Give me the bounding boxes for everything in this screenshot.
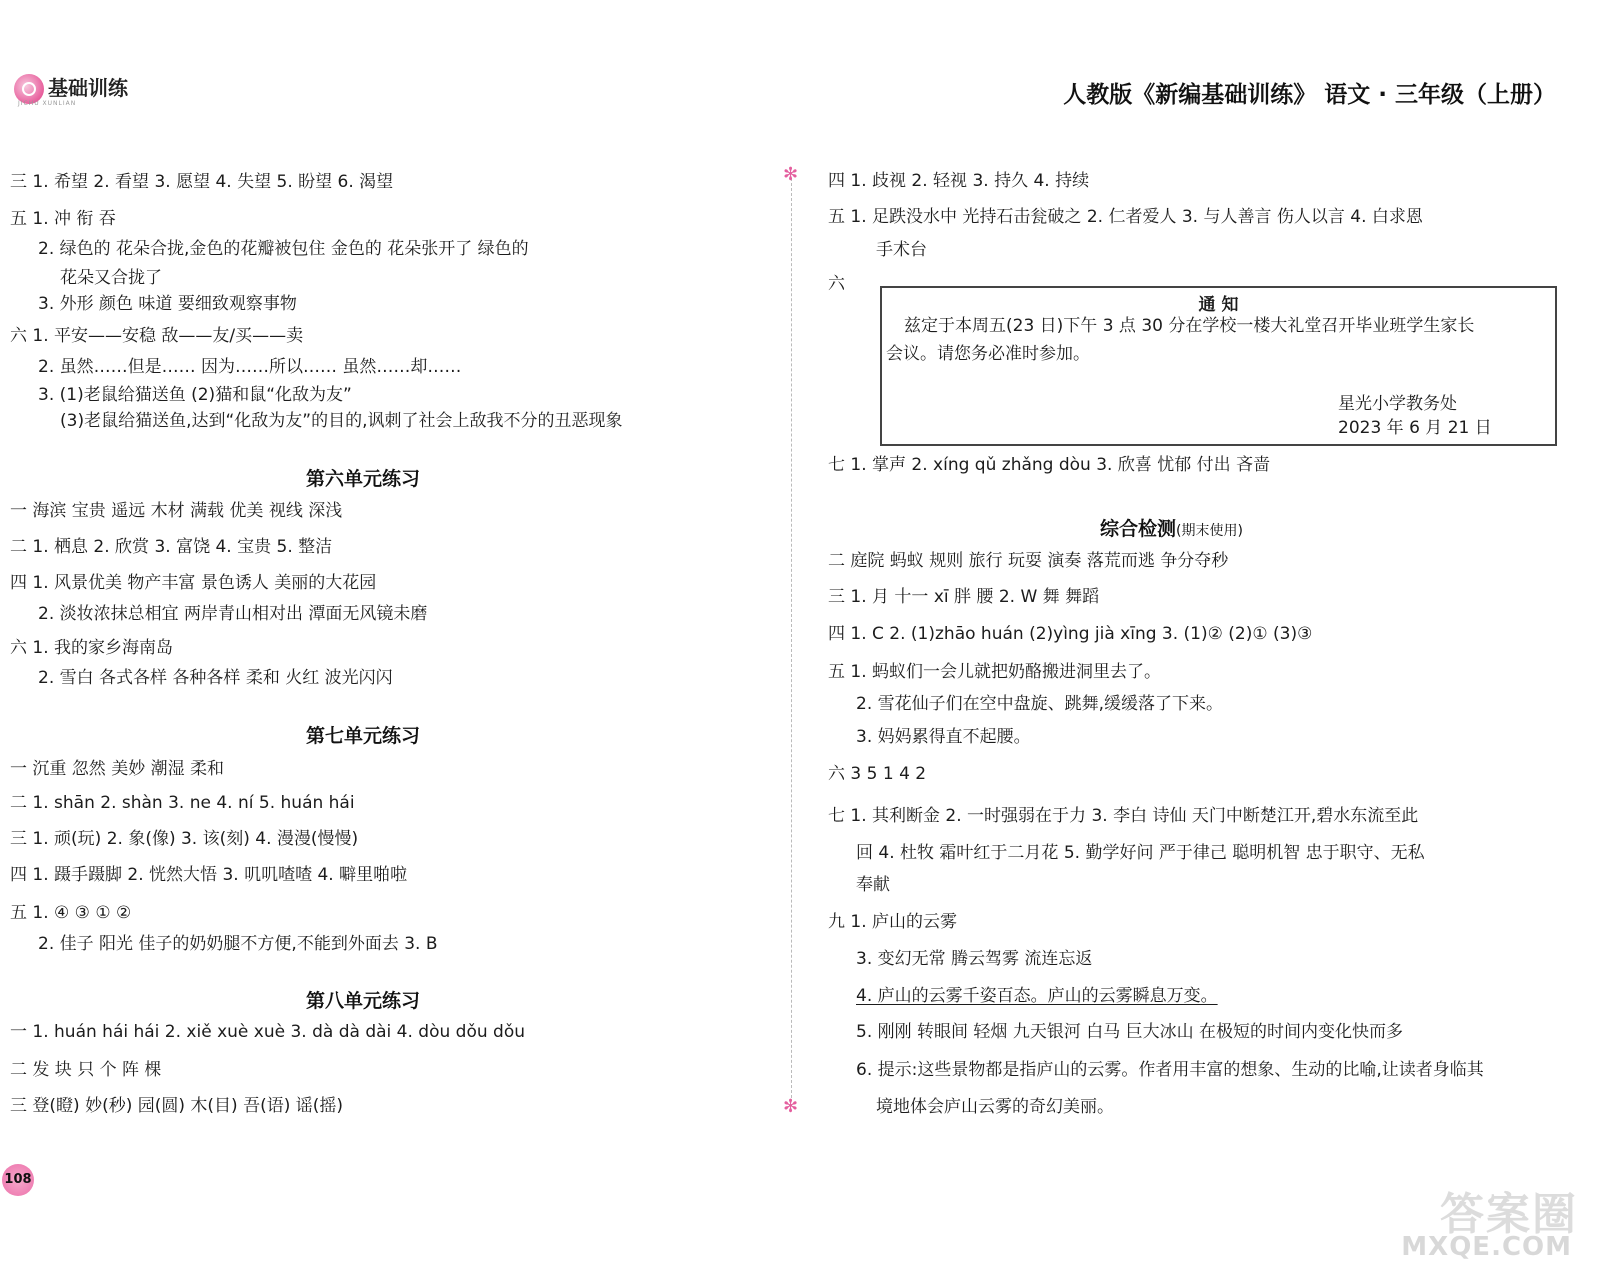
answer-line: 六 1. 平安——安稳 敌——友/买——卖 (10, 326, 304, 346)
answer-line: 三 1. 顽(玩) 2. 象(像) 3. 该(刻) 4. 漫漫(慢慢) (10, 829, 359, 849)
answer-line: (3)老鼠给猫送鱼,达到“化敌为友”的目的,讽刺了社会上敌我不分的丑恶现象 (60, 411, 623, 431)
answer-line: 四 1. 蹑手蹑脚 2. 恍然大悟 3. 叽叽喳喳 4. 噼里啪啦 (10, 865, 408, 885)
answer-line: 五 1. 足跌没水中 光持石击瓮破之 2. 仁者爱人 3. 与人善言 伤人以言 4. 白求恩 (828, 207, 1423, 227)
answer-line: 三 1. 希望 2. 看望 3. 愿望 4. 失望 5. 盼望 6. 渴望 (10, 172, 394, 192)
section-heading (1100, 514, 1243, 541)
section-heading: 第八单元练习 (306, 990, 421, 1012)
answer-line: 九 1. 庐山的云雾 (828, 912, 958, 932)
notice-body: 兹定于本周五(23 日)下午 3 点 30 分在学校一楼大礼堂召开毕业班学生家长 (904, 316, 1475, 336)
answer-line: 四 1. C 2. (1)zhāo huán (2)yìng jià xīng 3. (1)② (2)① (3)③ (828, 624, 1313, 644)
page-number: 108 (2, 1164, 34, 1196)
answer-line: 6. 提示:这些景物都是指庐山的云雾。作者用丰富的想象、生动的比喻,让读者身临其 (856, 1060, 1484, 1080)
answer-line: 二 1. shān 2. shàn 3. ne 4. ní 5. huán hái (10, 793, 355, 813)
answer-line: 2. 佳子 阳光 佳子的奶奶腿不方便,不能到外面去 3. B (38, 934, 438, 954)
section-heading-note: (期末使用) (1176, 523, 1243, 539)
answer-line: 花朵又合拢了 (60, 268, 162, 288)
answer-line: 三 登(瞪) 妙(秒) 园(圆) 木(目) 吾(语) 谣(摇) (10, 1096, 344, 1116)
answer-line: 2. 虽然……但是…… 因为……所以…… 虽然……却…… (38, 357, 462, 377)
answer-line: 二 发 块 只 个 阵 棵 (10, 1060, 162, 1080)
answer-line: 二 庭院 蚂蚁 规则 旅行 玩耍 演奏 落荒而逃 争分夺秒 (828, 551, 1229, 571)
answer-line: 五 1. 蚂蚁们一会儿就把奶酪搬进洞里去了。 (828, 662, 1162, 682)
answer-line: 3. (1)老鼠给猫送鱼 (2)猫和鼠“化敌为友” (38, 385, 352, 405)
watermark-url: MXQE.COM (1401, 1232, 1572, 1262)
answer-line: 四 1. 歧视 2. 轻视 3. 持久 4. 持续 (828, 171, 1090, 191)
logo-text: 基础训练 (48, 76, 128, 100)
answer-line: 3. 妈妈累得直不起腰。 (856, 727, 1031, 747)
notice-box (880, 286, 1557, 446)
section-heading-text: 综合检测 (1100, 518, 1177, 540)
answer-line: 2. 绿色的 花朵合拢,金色的花瓣被包住 金色的 花朵张开了 绿色的 (38, 239, 529, 259)
answer-line: 七 1. 掌声 2. xíng qǔ zhǎng dòu 3. 欣喜 忧郁 付出 吝啬 (828, 455, 1271, 475)
section-heading: 第六单元练习 (306, 468, 421, 490)
answer-line: 2. 淡妆浓抹总相宜 两岸青山相对出 潭面无风镜未磨 (38, 604, 428, 624)
section-heading: 第七单元练习 (306, 725, 421, 747)
answer-line: 六 (828, 274, 845, 294)
answer-line: 3. 外形 颜色 味道 要细致观察事物 (38, 294, 297, 314)
answer-line: 手术台 (876, 240, 927, 260)
answer-line: 回 4. 杜牧 霜叶红于二月花 5. 勤学好问 严于律己 聪明机智 忠于职守、无私 (856, 843, 1425, 863)
answer-line: 境地体会庐山云雾的奇幻美丽。 (876, 1097, 1114, 1117)
star-icon: ✻ (783, 164, 799, 185)
answer-line: 一 海滨 宝贵 遥远 木材 满载 优美 视线 深浅 (10, 501, 343, 521)
answer-line: 五 1. ④ ③ ① ② (10, 903, 132, 923)
notice-sender: 星光小学教务处 (1338, 394, 1457, 414)
answer-line: 2. 雪白 各式各样 各种各样 柔和 火红 波光闪闪 (38, 668, 393, 688)
logo-subtext: JICHU XUNLIAN (18, 100, 77, 107)
answer-line: 一 沉重 忽然 美妙 潮湿 柔和 (10, 759, 225, 779)
answer-line: 4. 庐山的云雾千姿百态。庐山的云雾瞬息万变。 (856, 986, 1218, 1006)
notice-title: 通 知 (1198, 295, 1239, 315)
answer-line: 五 1. 冲 衔 吞 (10, 209, 116, 229)
answer-line: 六 3 5 1 4 2 (828, 764, 927, 784)
answer-line: 三 1. 月 十一 xī 胖 腰 2. W 舞 舞蹈 (828, 587, 1100, 607)
answer-line: 七 1. 其利断金 2. 一时强弱在于力 3. 李白 诗仙 天门中断楚江开,碧水东流至此 (828, 806, 1419, 826)
answer-line: 3. 变幻无常 腾云驾雾 流连忘返 (856, 949, 1093, 969)
answer-line: 四 1. 风景优美 物产丰富 景色诱人 美丽的大花园 (10, 573, 377, 593)
notice-date: 2023 年 6 月 21 日 (1338, 418, 1492, 438)
star-icon: ✻ (783, 1096, 799, 1117)
answer-line: 奉献 (856, 875, 890, 895)
answer-line: 2. 雪花仙子们在空中盘旋、跳舞,缓缓落了下来。 (856, 694, 1224, 714)
notice-body: 会议。请您务必准时参加。 (886, 344, 1090, 364)
book-title: 人教版《新编基础训练》 语文 · 三年级（上册） (1063, 82, 1556, 108)
column-divider (791, 178, 792, 1098)
answer-line: 一 1. huán hái hái 2. xiě xuè xuè 3. dà dà dài 4. dòu dǒu dǒu (10, 1022, 525, 1042)
answer-line: 二 1. 栖息 2. 欣赏 3. 富饶 4. 宝贵 5. 整洁 (10, 537, 333, 557)
watermark-logo: 答案圈 (1440, 1189, 1578, 1240)
answer-line: 六 1. 我的家乡海南岛 (10, 638, 174, 658)
answer-line: 5. 刚刚 转眼间 轻烟 九天银河 白马 巨大冰山 在极短的时间内变化快而多 (856, 1022, 1404, 1042)
